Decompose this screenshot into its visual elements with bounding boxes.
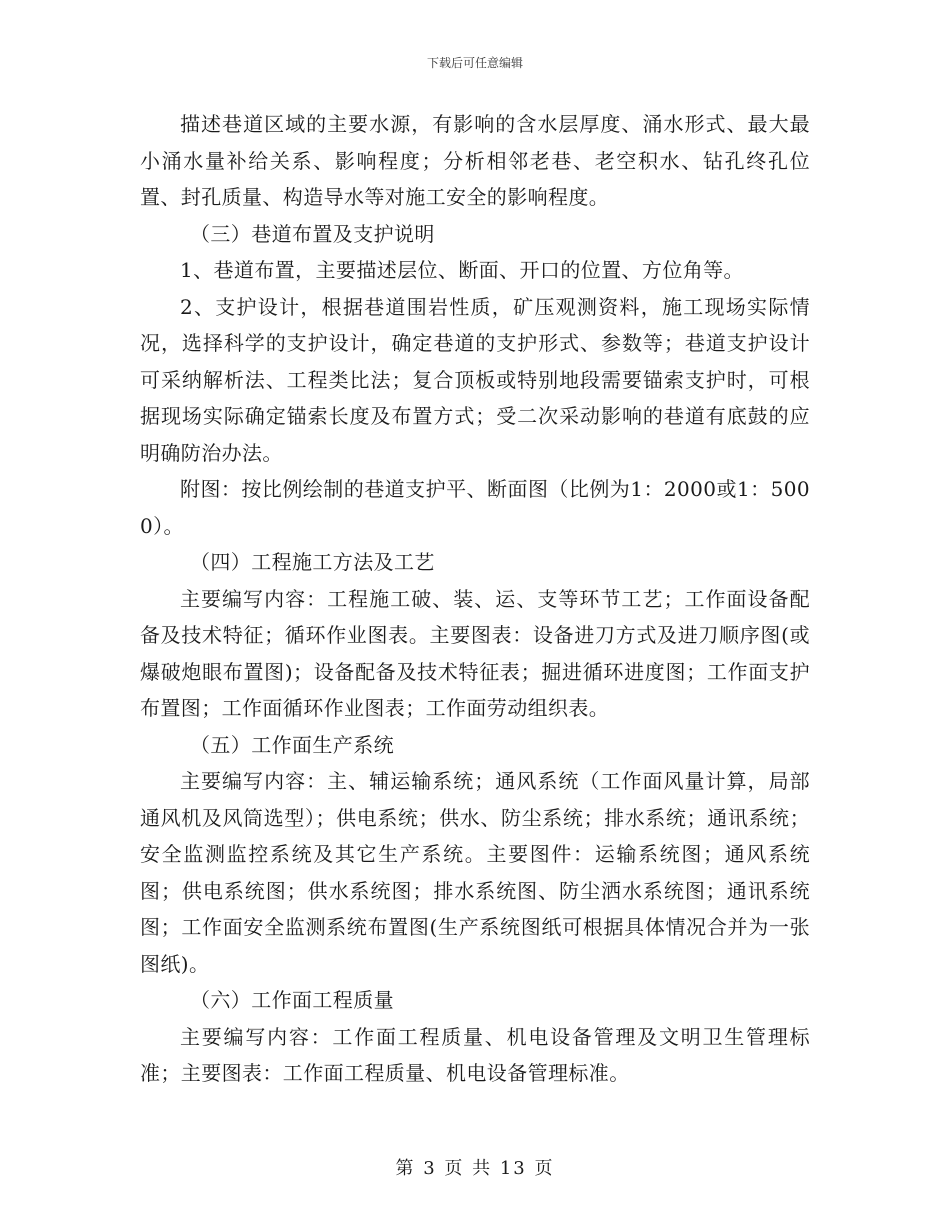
paragraph-roadway-layout: 1、巷道布置，主要描述层位、断面、开口的位置、方位角等。 bbox=[180, 258, 744, 282]
document-body bbox=[140, 106, 810, 1092]
paragraph-water-sources: 描述巷道区域的主要水源，有影响的含水层厚度、涌水形式、最大最小涌水量补给关系、影响程度；分析相邻老巷、老空积水、钻孔终孔位置、封孔质量、构造导水等对施工安全的影响程度。 bbox=[140, 112, 810, 209]
paragraph-production-system: 主要编写内容：主、辅运输系统；通风系统（工作面风量计算，局部通风机及风筒选型）；供电系统；供水、防尘系统；排水系统；通讯系统；安全监测监控系统及其它生产系统。主要图件：运输系统图；通风系统图；供电系统图；供水系统图；排水系统图、防尘洒水系统图；通讯系统图；工作面安全监测系统布置图(生产系统图纸可根据具体情况合并为一张图纸)。 bbox=[140, 769, 810, 976]
section-heading-3: （三）巷道布置及支护说明 bbox=[190, 221, 435, 246]
paragraph-construction-method: 主要编写内容：工程施工破、装、运、支等环节工艺；工作面设备配备及技术特征；循环作业图表。主要图表：设备进刀方式及进刀顺序图(或爆破炮眼布置图)；设备配备及技术特征表；掘进循环进度图；工作面支护布置图；工作面循环作业图表；工作面劳动组织表。 bbox=[140, 586, 810, 720]
paragraph-support-design: 2、支护设计，根据巷道围岩性质，矿压观测资料，施工现场实际情况，选择科学的支护设计，确定巷道的支护形式、参数等；巷道支护设计可采纳解析法、工程类比法；复合顶板或特别地段需要锚索支护时，可根据现场实际确定锚索长度及布置方式；受二次采动影响的巷道有底鼓的应明确防治办法。 bbox=[140, 294, 810, 465]
section-heading-6: （六）工作面工程质量 bbox=[190, 988, 394, 1012]
paragraph-quality: 主要编写内容：工作面工程质量、机电设备管理及文明卫生管理标准；主要图表：工作面工程质量、机电设备管理标准。 bbox=[140, 1024, 810, 1085]
section-heading-5: （五）工作面生产系统 bbox=[190, 732, 394, 757]
paragraph-attached-figure: 附图：按比例绘制的巷道支护平、断面图（比例为1：2000或1：5000）。 bbox=[140, 477, 810, 538]
page-header-note: 下载后可任意编辑 bbox=[426, 56, 523, 70]
section-heading-4: （四）工程施工方法及工艺 bbox=[190, 550, 435, 574]
page-number: 第 3 页 共 13 页 bbox=[395, 1158, 555, 1179]
